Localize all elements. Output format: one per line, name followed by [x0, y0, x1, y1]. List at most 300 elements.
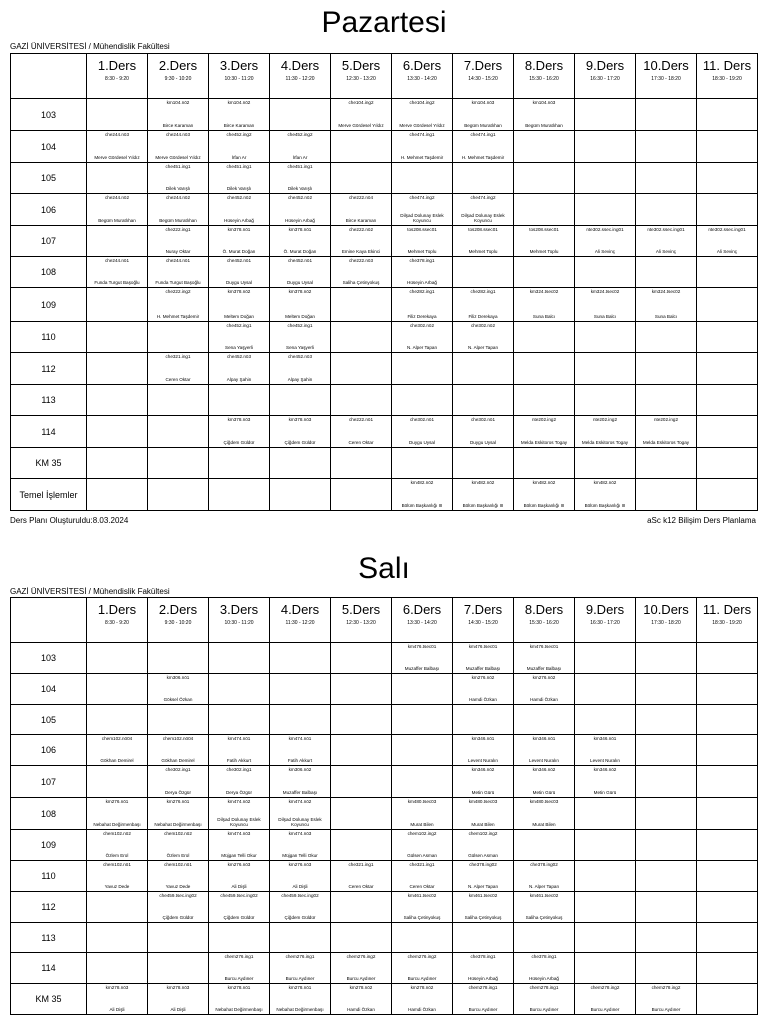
- lesson-cell: [331, 984, 392, 1015]
- lesson-cell: [209, 953, 270, 984]
- period-name: 8.Ders: [524, 58, 564, 73]
- lesson-cell: [270, 416, 331, 448]
- institution-header: GAZİ ÜNİVERSİTESİ / Mühendislik Fakültesi: [10, 42, 170, 51]
- room-label: 104: [11, 674, 87, 705]
- lesson-cell: [514, 984, 575, 1015]
- period-header: [87, 54, 148, 99]
- room-row: [11, 830, 758, 861]
- course-code: nte302.ssec.ing01: [647, 227, 685, 232]
- lesson-cell: [514, 643, 575, 674]
- period-header: [575, 54, 636, 99]
- lesson-cell: [270, 479, 331, 511]
- lesson-cell: [209, 416, 270, 448]
- course-code: nte302.ssec.ing01: [586, 227, 624, 232]
- room-label: 103: [11, 643, 87, 674]
- lesson-cell: [87, 448, 148, 479]
- room-row: [11, 131, 758, 163]
- course-code: nte202.ing2: [653, 417, 678, 422]
- teacher-name: Hamdi Özkan: [530, 697, 558, 702]
- lesson-cell: [575, 923, 636, 953]
- teacher-name: Duygu Uysal: [286, 280, 314, 285]
- period-name: 4.Ders: [280, 602, 320, 617]
- course-code: che104.ing2: [409, 100, 435, 105]
- teacher-name: H. Mehmet Taşdemir: [156, 314, 200, 319]
- lesson-cell: [270, 923, 331, 953]
- course-code: tos208.ssec01: [529, 227, 559, 232]
- lesson-cell: [331, 353, 392, 385]
- room-row: [11, 953, 758, 984]
- lesson-cell: [392, 99, 453, 131]
- period-header: [453, 54, 514, 99]
- room-row: [11, 385, 758, 416]
- period-time: 16:30 - 17:20: [590, 620, 620, 626]
- course-code: che459.tsec.ing02: [220, 893, 258, 898]
- course-code: km278.nö1: [227, 985, 251, 990]
- lesson-cell: [209, 984, 270, 1015]
- course-code: che244.nö3: [165, 132, 190, 137]
- lesson-cell: [87, 385, 148, 416]
- course-code: km482.nö2: [593, 480, 617, 485]
- lesson-cell: [636, 923, 697, 953]
- lesson-cell: [209, 353, 270, 385]
- period-name: 4.Ders: [280, 58, 320, 73]
- lesson-cell: [453, 643, 514, 674]
- corner-cell: [11, 54, 87, 99]
- lesson-cell: [697, 226, 758, 257]
- teacher-name: Alpay Şahin: [226, 377, 252, 382]
- lesson-cell: [697, 861, 758, 892]
- teacher-name: Göksel Özkan: [163, 697, 193, 702]
- lesson-cell: [331, 643, 392, 674]
- teacher-name: Yavuz Dede: [165, 884, 191, 889]
- lesson-cell: [209, 705, 270, 735]
- period-time: 14:30 - 15:20: [468, 76, 498, 82]
- lesson-cell: [697, 385, 758, 416]
- course-code: che378.ing1: [470, 954, 496, 959]
- lesson-cell: [575, 892, 636, 923]
- course-code: chem276.ing2: [407, 954, 437, 959]
- teacher-name: Ali Sevinç: [594, 249, 616, 254]
- course-code: chem102.nö2: [164, 831, 192, 836]
- teacher-name: Saliha Çetinyokuş: [525, 915, 563, 920]
- lesson-cell: [453, 735, 514, 766]
- course-code: km474.nö2: [288, 799, 312, 804]
- room-row: [11, 705, 758, 735]
- period-time: 14:30 - 15:20: [468, 620, 498, 626]
- room-label: KM 35: [11, 448, 87, 479]
- lesson-cell: [331, 953, 392, 984]
- lesson-cell: [148, 194, 209, 226]
- lesson-cell: [87, 353, 148, 385]
- period-time: 15:30 - 16:20: [529, 76, 559, 82]
- lesson-cell: [148, 385, 209, 416]
- teacher-name: Ceren Oktar: [165, 377, 191, 382]
- lesson-cell: [331, 385, 392, 416]
- lesson-cell: [575, 257, 636, 288]
- course-code: che302.nö1: [409, 417, 434, 422]
- lesson-cell: [453, 830, 514, 861]
- course-code: km378.nö3: [227, 417, 251, 422]
- course-code: chem276.ing1: [224, 954, 254, 959]
- course-code: km278.nö2: [349, 985, 373, 990]
- teacher-name: Dilşad Dolunay Eslek Koyuncu: [400, 213, 444, 223]
- teacher-name: Burcu Aydıner: [346, 976, 376, 981]
- course-code: km104.nö2: [227, 100, 251, 105]
- lesson-cell: [636, 99, 697, 131]
- lesson-cell: [209, 131, 270, 163]
- course-code: km474.nö1: [288, 736, 312, 741]
- schedule-table-sali: [10, 597, 758, 1015]
- course-code: che452.ing1: [226, 323, 252, 328]
- teacher-name: Ali Dişli: [231, 884, 247, 889]
- teacher-name: Dilek Varışlı: [165, 186, 191, 191]
- teacher-name: Mehmet Toplu: [529, 249, 559, 254]
- lesson-cell: [331, 923, 392, 953]
- lesson-cell: [331, 99, 392, 131]
- period-name: 11. Ders: [702, 58, 752, 73]
- lesson-cell: [392, 892, 453, 923]
- lesson-cell: [392, 643, 453, 674]
- lesson-cell: [148, 163, 209, 194]
- teacher-name: Çiğdem Güldür: [223, 915, 255, 920]
- teacher-name: Burcu Aydıner: [468, 1007, 498, 1012]
- teacher-name: H. Mehmet Taşdemir: [400, 155, 444, 160]
- course-code: km324.tsec02: [651, 289, 681, 294]
- course-code: che302.ing1: [226, 767, 252, 772]
- lesson-cell: [392, 479, 453, 511]
- course-code: km482.nö2: [471, 480, 495, 485]
- period-name: 10.Ders: [643, 602, 689, 617]
- lesson-cell: [148, 953, 209, 984]
- course-code: km104.nö3: [471, 100, 495, 105]
- lesson-cell: [453, 416, 514, 448]
- lesson-cell: [514, 257, 575, 288]
- teacher-name: Begüm Muratlıhan: [98, 218, 136, 223]
- lesson-cell: [148, 923, 209, 953]
- course-code: che451.ing1: [226, 164, 252, 169]
- lesson-cell: [697, 798, 758, 830]
- teacher-name: Hüseyin Arbağ: [285, 218, 315, 223]
- teacher-name: Hamdi Özkan: [469, 697, 497, 702]
- teacher-name: Begüm Muratlıhan: [464, 123, 502, 128]
- lesson-cell: [575, 674, 636, 705]
- lesson-cell: [697, 953, 758, 984]
- lesson-cell: [514, 322, 575, 353]
- lesson-cell: [392, 984, 453, 1015]
- course-code: che452.ing2: [287, 132, 313, 137]
- period-time: 9:30 - 10:20: [164, 76, 192, 82]
- lesson-cell: [575, 99, 636, 131]
- room-label: 114: [11, 953, 87, 984]
- teacher-name: Burcu Aydıner: [224, 976, 254, 981]
- teacher-name: Çiğdem Güldür: [284, 915, 316, 920]
- room-row: [11, 163, 758, 194]
- teacher-name: Çiğdem Güldür: [223, 440, 255, 445]
- lesson-cell: [87, 892, 148, 923]
- room-row: [11, 448, 758, 479]
- lesson-cell: [514, 194, 575, 226]
- lesson-cell: [575, 984, 636, 1015]
- teacher-name: Burcu Aydıner: [285, 976, 315, 981]
- lesson-cell: [87, 830, 148, 861]
- lesson-cell: [453, 99, 514, 131]
- course-code: che459.tsec.ing02: [159, 893, 197, 898]
- room-row: [11, 479, 758, 511]
- lesson-cell: [270, 257, 331, 288]
- teacher-name: Bölüm Başkanlığı III: [401, 503, 443, 508]
- lesson-cell: [453, 194, 514, 226]
- lesson-cell: [636, 288, 697, 322]
- lesson-cell: [697, 984, 758, 1015]
- course-code: km482.nö2: [532, 480, 556, 485]
- lesson-cell: [636, 194, 697, 226]
- teacher-name: Ali Sevinç: [655, 249, 677, 254]
- lesson-cell: [148, 892, 209, 923]
- period-time: 13:30 - 14:20: [407, 76, 437, 82]
- lesson-cell: [87, 643, 148, 674]
- lesson-cell: [148, 257, 209, 288]
- lesson-cell: [209, 448, 270, 479]
- room-row: [11, 674, 758, 705]
- room-row: [11, 194, 758, 226]
- lesson-cell: [87, 131, 148, 163]
- lesson-cell: [270, 861, 331, 892]
- lesson-cell: [392, 322, 453, 353]
- teacher-name: Müjgan Telli Okur: [282, 853, 318, 858]
- room-row: [11, 353, 758, 385]
- lesson-cell: [209, 322, 270, 353]
- room-label: 109: [11, 830, 87, 861]
- lesson-cell: [392, 830, 453, 861]
- course-code: km474.nö2: [227, 799, 251, 804]
- lesson-cell: [270, 288, 331, 322]
- lesson-cell: [148, 353, 209, 385]
- teacher-name: H. Mehmet Taşdemir: [461, 155, 505, 160]
- course-code: che302.nö2: [409, 323, 434, 328]
- teacher-name: Hüseyin Arbağ: [407, 280, 437, 285]
- lesson-cell: [148, 643, 209, 674]
- room-label: Temel İşlemler: [11, 479, 87, 511]
- teacher-name: Bölüm Başkanlığı III: [523, 503, 565, 508]
- lesson-cell: [209, 798, 270, 830]
- room-label: 114: [11, 416, 87, 448]
- room-label: KM 35: [11, 984, 87, 1015]
- lesson-cell: [87, 322, 148, 353]
- course-code: che452.nö3: [226, 354, 251, 359]
- lesson-cell: [392, 131, 453, 163]
- course-code: che452.nö3: [287, 354, 312, 359]
- lesson-cell: [87, 416, 148, 448]
- teacher-name: Ali Sevinç: [716, 249, 738, 254]
- lesson-cell: [697, 705, 758, 735]
- day-title-sali: Salı: [358, 552, 410, 585]
- day-title-pazartesi: Pazartesi: [321, 6, 447, 39]
- lesson-cell: [148, 131, 209, 163]
- teacher-name: Muzaffer Balbaşı: [526, 666, 562, 671]
- lesson-cell: [331, 131, 392, 163]
- period-header: [697, 598, 758, 643]
- lesson-cell: [270, 131, 331, 163]
- course-code: che321.ing1: [348, 862, 374, 867]
- teacher-name: Levent Nuralın: [468, 758, 498, 763]
- course-code: km276.nö1: [166, 799, 190, 804]
- teacher-name: Nebahat Değirmenbaşı: [93, 822, 141, 827]
- lesson-cell: [209, 766, 270, 798]
- teacher-name: Levent Nuralın: [529, 758, 559, 763]
- lesson-cell: [636, 674, 697, 705]
- lesson-cell: [331, 479, 392, 511]
- course-code: che244.nö2: [104, 195, 129, 200]
- teacher-name: Merve Gördesel Yıldız: [155, 155, 201, 160]
- lesson-cell: [575, 322, 636, 353]
- room-row: [11, 257, 758, 288]
- course-code: chem102.nö04: [162, 736, 194, 741]
- lesson-cell: [636, 984, 697, 1015]
- course-code: che452.nö2: [287, 195, 312, 200]
- lesson-cell: [453, 705, 514, 735]
- teacher-name: Filiz Derekaya: [468, 314, 498, 319]
- lesson-cell: [575, 643, 636, 674]
- lesson-cell: [575, 479, 636, 511]
- course-code: km378.nö2: [227, 289, 251, 294]
- lesson-cell: [575, 226, 636, 257]
- period-name: 6.Ders: [402, 58, 442, 73]
- teacher-name: Burcu Aydıner: [529, 1007, 559, 1012]
- course-code: che474.ing1: [409, 132, 435, 137]
- corner-cell: [11, 598, 87, 643]
- teacher-name: Ö. Murat Doğan: [222, 249, 256, 254]
- lesson-cell: [636, 385, 697, 416]
- teacher-name: Suna Balcı: [593, 314, 617, 319]
- lesson-cell: [392, 923, 453, 953]
- lesson-cell: [209, 226, 270, 257]
- lesson-cell: [270, 99, 331, 131]
- lesson-cell: [87, 953, 148, 984]
- course-code: che222.ing1: [165, 227, 191, 232]
- lesson-cell: [697, 257, 758, 288]
- course-code: che244.nö2: [165, 195, 190, 200]
- lesson-cell: [697, 131, 758, 163]
- teacher-name: Ali Dişli: [292, 884, 308, 889]
- teacher-name: Dilşad Dolunay Eslek Koyuncu: [217, 817, 261, 827]
- course-code: km104.nö3: [532, 100, 556, 105]
- period-time: 18:30 - 19:20: [712, 76, 742, 82]
- lesson-cell: [270, 643, 331, 674]
- lesson-cell: [270, 674, 331, 705]
- teacher-name: Özlem Erol: [166, 853, 190, 858]
- lesson-cell: [331, 226, 392, 257]
- teacher-name: Derya Özgür: [225, 790, 253, 795]
- course-code: che222.nö1: [348, 417, 373, 422]
- teacher-name: Saliha Çetinyokuş: [464, 915, 502, 920]
- lesson-cell: [270, 194, 331, 226]
- lesson-cell: [453, 861, 514, 892]
- lesson-cell: [331, 735, 392, 766]
- lesson-cell: [148, 984, 209, 1015]
- course-code: che474.ing1: [470, 132, 496, 137]
- teacher-name: Hüseyin Arbağ: [529, 976, 559, 981]
- period-time: 15:30 - 16:20: [529, 620, 559, 626]
- period-header: [331, 54, 392, 99]
- teacher-name: Mehmet Toplu: [468, 249, 498, 254]
- room-label: 103: [11, 99, 87, 131]
- course-code: km324.tsec02: [529, 289, 559, 294]
- schedule-table-pazartesi: [10, 53, 758, 511]
- period-header: [514, 54, 575, 99]
- lesson-cell: [636, 643, 697, 674]
- lesson-cell: [575, 830, 636, 861]
- lesson-cell: [697, 643, 758, 674]
- lesson-cell: [87, 923, 148, 953]
- lesson-cell: [514, 953, 575, 984]
- course-code: km378.nö3: [288, 417, 312, 422]
- lesson-cell: [331, 798, 392, 830]
- teacher-name: Muzaffer Balbaşı: [404, 666, 440, 671]
- lesson-cell: [453, 226, 514, 257]
- course-code: che302.nö2: [470, 323, 495, 328]
- room-label: 104: [11, 131, 87, 163]
- course-code: che452.ing2: [226, 132, 252, 137]
- course-code: km104.nö2: [166, 100, 190, 105]
- teacher-name: Gökhan Demirel: [161, 758, 195, 763]
- period-header: [514, 598, 575, 643]
- teacher-name: Burcu Aydıner: [651, 1007, 681, 1012]
- lesson-cell: [270, 226, 331, 257]
- teacher-name: Dilek Varışlı: [226, 186, 252, 191]
- lesson-cell: [453, 798, 514, 830]
- course-code: chem278.ing2: [651, 985, 681, 990]
- period-header: [331, 598, 392, 643]
- period-header: [697, 54, 758, 99]
- teacher-name: Hüseyin Arbağ: [468, 976, 498, 981]
- room-label: 105: [11, 163, 87, 194]
- teacher-name: Bölüm Başkanlığı III: [584, 503, 626, 508]
- footer-software-credit: aSc k12 Bilişim Ders Planlama: [647, 516, 756, 525]
- teacher-name: Alpay Şahin: [287, 377, 313, 382]
- lesson-cell: [514, 385, 575, 416]
- course-code: che378.ing02: [530, 862, 558, 867]
- course-code: che452.nö1: [287, 258, 312, 263]
- lesson-cell: [697, 735, 758, 766]
- lesson-cell: [209, 830, 270, 861]
- room-label: 107: [11, 766, 87, 798]
- period-name: 6.Ders: [402, 602, 442, 617]
- course-code: km278.nö3: [105, 985, 129, 990]
- teacher-name: Metin Gürü: [593, 790, 617, 795]
- room-label: 106: [11, 735, 87, 766]
- lesson-cell: [331, 674, 392, 705]
- course-code: km474.nö1: [227, 736, 251, 741]
- teacher-name: Derya Özgür: [164, 790, 192, 795]
- period-header: [392, 598, 453, 643]
- lesson-cell: [514, 479, 575, 511]
- period-time: 11:30 - 12:20: [285, 76, 315, 82]
- lesson-cell: [270, 353, 331, 385]
- teacher-name: Merve Gördesel Yıldız: [399, 123, 445, 128]
- lesson-cell: [87, 674, 148, 705]
- course-code: che451.ing1: [287, 164, 313, 169]
- lesson-cell: [392, 953, 453, 984]
- course-code: che378.ing02: [469, 862, 497, 867]
- course-code: chem102.ing2: [407, 831, 437, 836]
- lesson-cell: [697, 448, 758, 479]
- period-time: 13:30 - 14:20: [407, 620, 437, 626]
- period-time: 17:30 - 18:20: [651, 620, 681, 626]
- lesson-cell: [697, 322, 758, 353]
- lesson-cell: [331, 448, 392, 479]
- lesson-cell: [331, 830, 392, 861]
- lesson-cell: [148, 861, 209, 892]
